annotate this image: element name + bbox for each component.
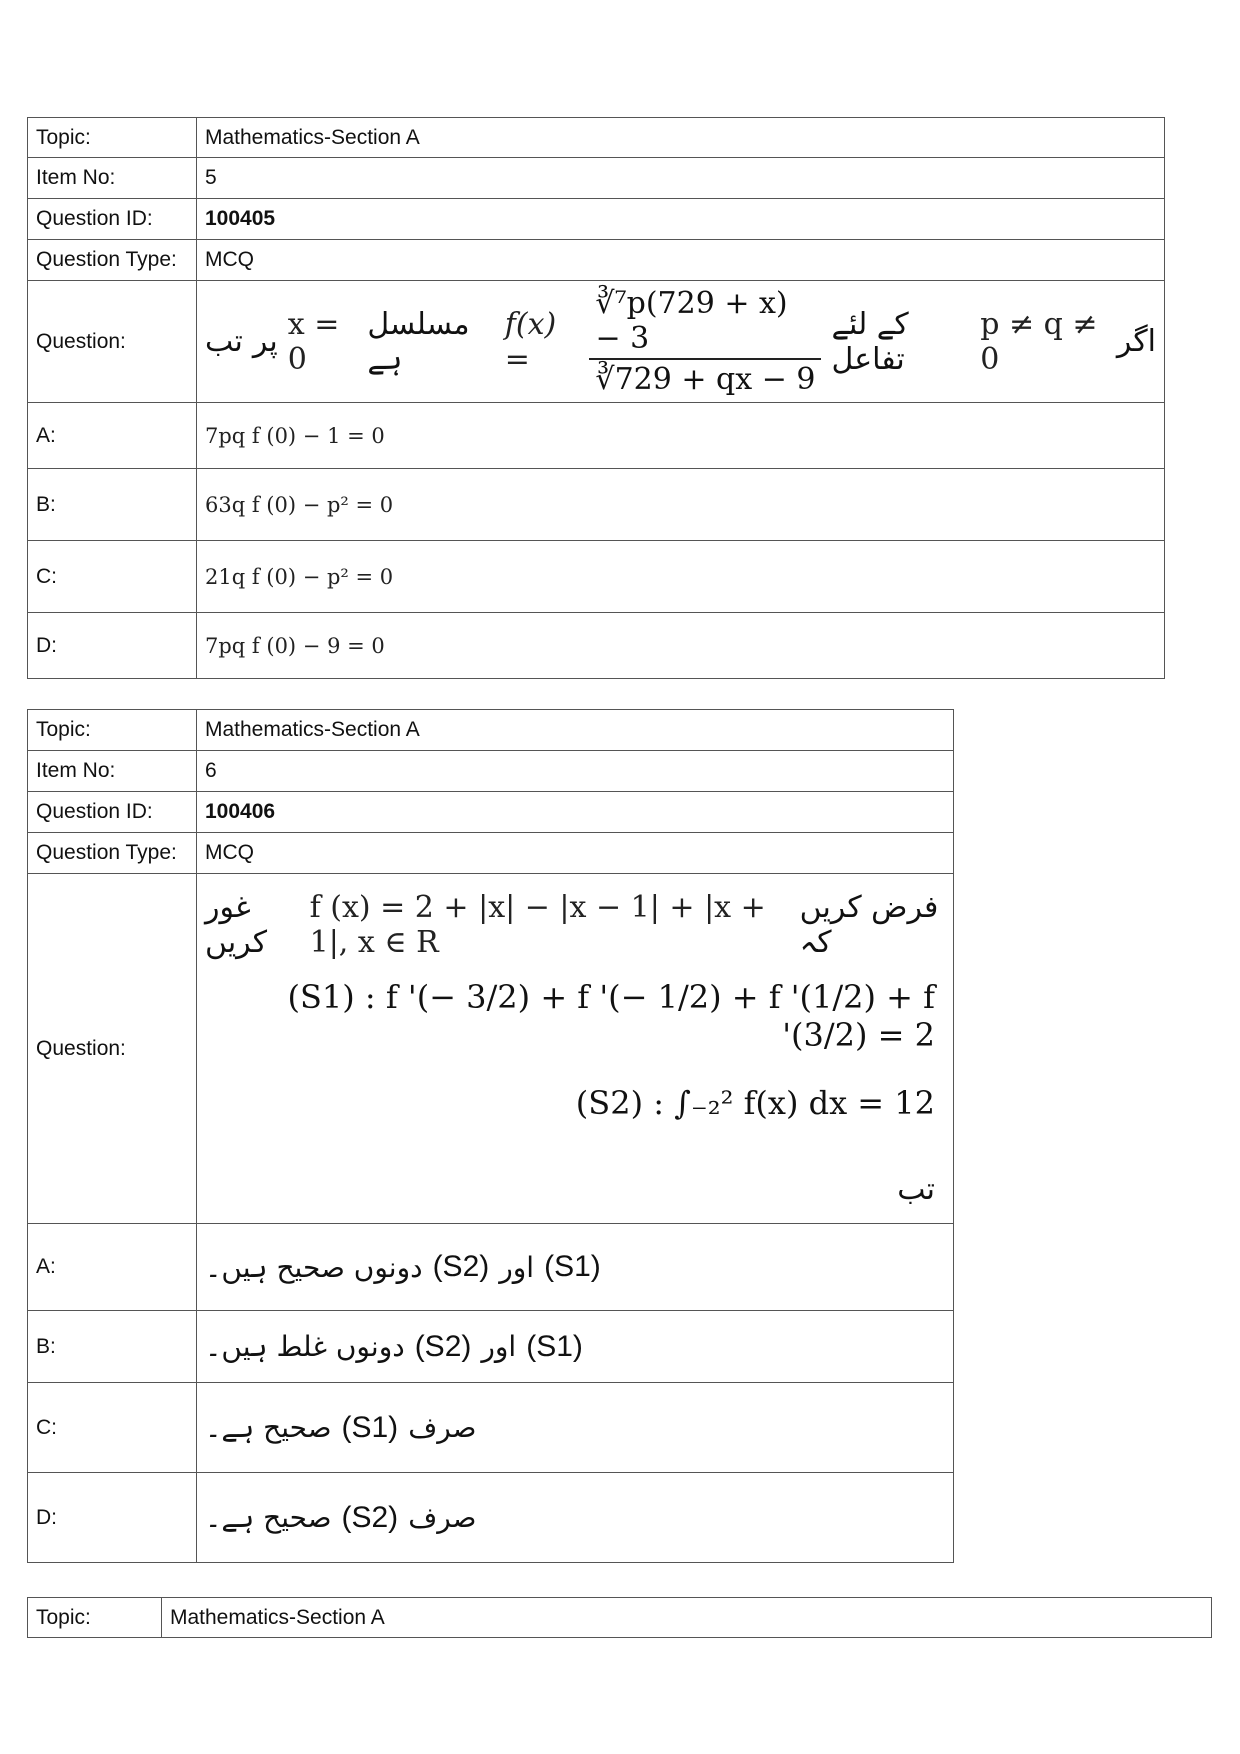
option-a-value — [197, 1224, 954, 1311]
option-c-label: C: — [28, 1383, 197, 1473]
question-type-row — [28, 833, 954, 874]
item-no-row — [28, 751, 954, 792]
urdu-continuous: مسلسل ہے — [367, 306, 470, 377]
urdu-then: تب — [897, 1172, 935, 1207]
question-label: Question: — [28, 874, 197, 1224]
question-table-2 — [27, 709, 954, 1563]
option-c-row — [28, 1383, 954, 1473]
urdu-for-function: کے لئے تفاعل — [831, 306, 909, 377]
urdu-both-correct: دونوں صحیح ہیں۔ — [205, 1250, 423, 1284]
urdu-is-correct: صحیح ہے۔ — [205, 1501, 332, 1534]
statement-s1-ref: (S1) — [544, 1250, 601, 1283]
option-a-label: A: — [28, 403, 197, 469]
urdu-if: اگر — [1116, 324, 1156, 359]
topic-value: Mathematics-Section A — [197, 710, 954, 751]
urdu-only: صرف — [408, 1411, 477, 1444]
question-type-row — [28, 240, 1165, 281]
option-a-row — [28, 1224, 954, 1311]
option-b-label: B: — [28, 469, 197, 541]
statement-s2: (S2) : ∫₋₂² f(x) dx = 12 — [575, 1084, 935, 1122]
question-id-row — [28, 199, 1165, 240]
function-fraction — [589, 286, 821, 397]
urdu-both-wrong: دونوں غلط ہیں۔ — [205, 1330, 405, 1363]
question-id-label: Question ID: — [28, 199, 197, 240]
question-row — [28, 281, 1165, 403]
question-line — [205, 286, 1156, 397]
urdu-and: اور — [481, 1330, 517, 1363]
option-c-value: 21q f (0) − p² = 0 — [197, 541, 1165, 613]
statement-s1-ref: (S1) — [526, 1329, 583, 1363]
topic-value: Mathematics-Section A — [162, 1598, 1212, 1638]
option-d-value — [197, 1473, 954, 1563]
topic-value: Mathematics-Section A — [197, 118, 1165, 158]
option-a-value: 7pq f (0) − 1 = 0 — [197, 403, 1165, 469]
option-c-row — [28, 541, 1165, 613]
option-a-content — [205, 1250, 945, 1284]
topic-label: Topic: — [28, 1598, 162, 1638]
option-b-value — [197, 1311, 954, 1383]
question-label: Question: — [28, 281, 197, 403]
statement-s1-ref: (S1) — [341, 1410, 399, 1444]
question-type-label: Question Type: — [28, 833, 197, 874]
urdu-only: صرف — [408, 1501, 477, 1534]
urdu-consider: غور کریں — [205, 890, 268, 960]
option-d-label: D: — [28, 1473, 197, 1563]
question-line-1 — [205, 890, 945, 960]
question-type-value: MCQ — [197, 833, 954, 874]
option-b-content — [205, 1330, 945, 1364]
question-id-label: Question ID: — [28, 792, 197, 833]
item-no-label: Item No: — [28, 751, 197, 792]
option-b-label: B: — [28, 1311, 197, 1383]
urdu-pe: پر — [252, 324, 278, 359]
urdu-and: اور — [499, 1250, 535, 1284]
item-no-value: 5 — [197, 158, 1165, 199]
question-id-row — [28, 792, 954, 833]
option-d-row — [28, 1473, 954, 1563]
function-lhs: f(x) = — [504, 306, 557, 377]
urdu-tab: تب — [205, 324, 243, 359]
topic-label: Topic: — [28, 710, 197, 751]
topic-row — [28, 1598, 1212, 1638]
question-type-label: Question Type: — [28, 240, 197, 281]
fraction-denominator: ∛729 + qx − 9 — [595, 362, 816, 397]
question-id-value: 100405 — [197, 199, 1165, 240]
question-body — [197, 874, 954, 1224]
topic-row — [28, 118, 1165, 158]
item-no-row — [28, 158, 1165, 199]
question-id-value: 100406 — [197, 792, 954, 833]
option-a-row — [28, 403, 1165, 469]
urdu-is-correct: صحیح ہے۔ — [205, 1411, 332, 1444]
question-body — [197, 281, 1165, 403]
fraction-numerator: ∛⁷p(729 + x) − 3 — [589, 286, 821, 360]
urdu-suppose: فرض کریں کہ — [799, 890, 939, 960]
option-b-value: 63q f (0) − p² = 0 — [197, 469, 1165, 541]
question-type-value: MCQ — [197, 240, 1165, 281]
question-row — [28, 874, 954, 1224]
option-d-row — [28, 613, 1165, 679]
function-definition: f (x) = 2 + |x| − |x − 1| + |x + 1|, x ∈ R — [309, 890, 766, 960]
topic-row — [28, 710, 954, 751]
option-d-value: 7pq f (0) − 9 = 0 — [197, 613, 1165, 679]
option-b-row — [28, 1311, 954, 1383]
statement-s2-ref: (S2) — [414, 1329, 472, 1363]
option-d-label: D: — [28, 613, 197, 679]
item-no-value: 6 — [197, 751, 954, 792]
statement-s2-ref: (S2) — [341, 1500, 399, 1534]
pq-condition: p ≠ q ≠ 0 — [980, 306, 1098, 377]
option-d-content — [205, 1501, 945, 1535]
condition-math: x = 0 — [287, 306, 340, 377]
option-c-label: C: — [28, 541, 197, 613]
question-table-3 — [27, 1597, 1212, 1638]
option-b-row — [28, 469, 1165, 541]
statement-s1: (S1) : f '(− 3/2) + f '(− 1/2) + f '(1/2) + f '(3/2) = 2 — [287, 978, 935, 1054]
option-c-value — [197, 1383, 954, 1473]
question-table-1 — [27, 117, 1165, 679]
option-a-label: A: — [28, 1224, 197, 1311]
topic-label: Topic: — [28, 118, 197, 158]
statement-s2-ref: (S2) — [432, 1250, 490, 1283]
option-c-content — [205, 1411, 945, 1445]
item-no-label: Item No: — [28, 158, 197, 199]
